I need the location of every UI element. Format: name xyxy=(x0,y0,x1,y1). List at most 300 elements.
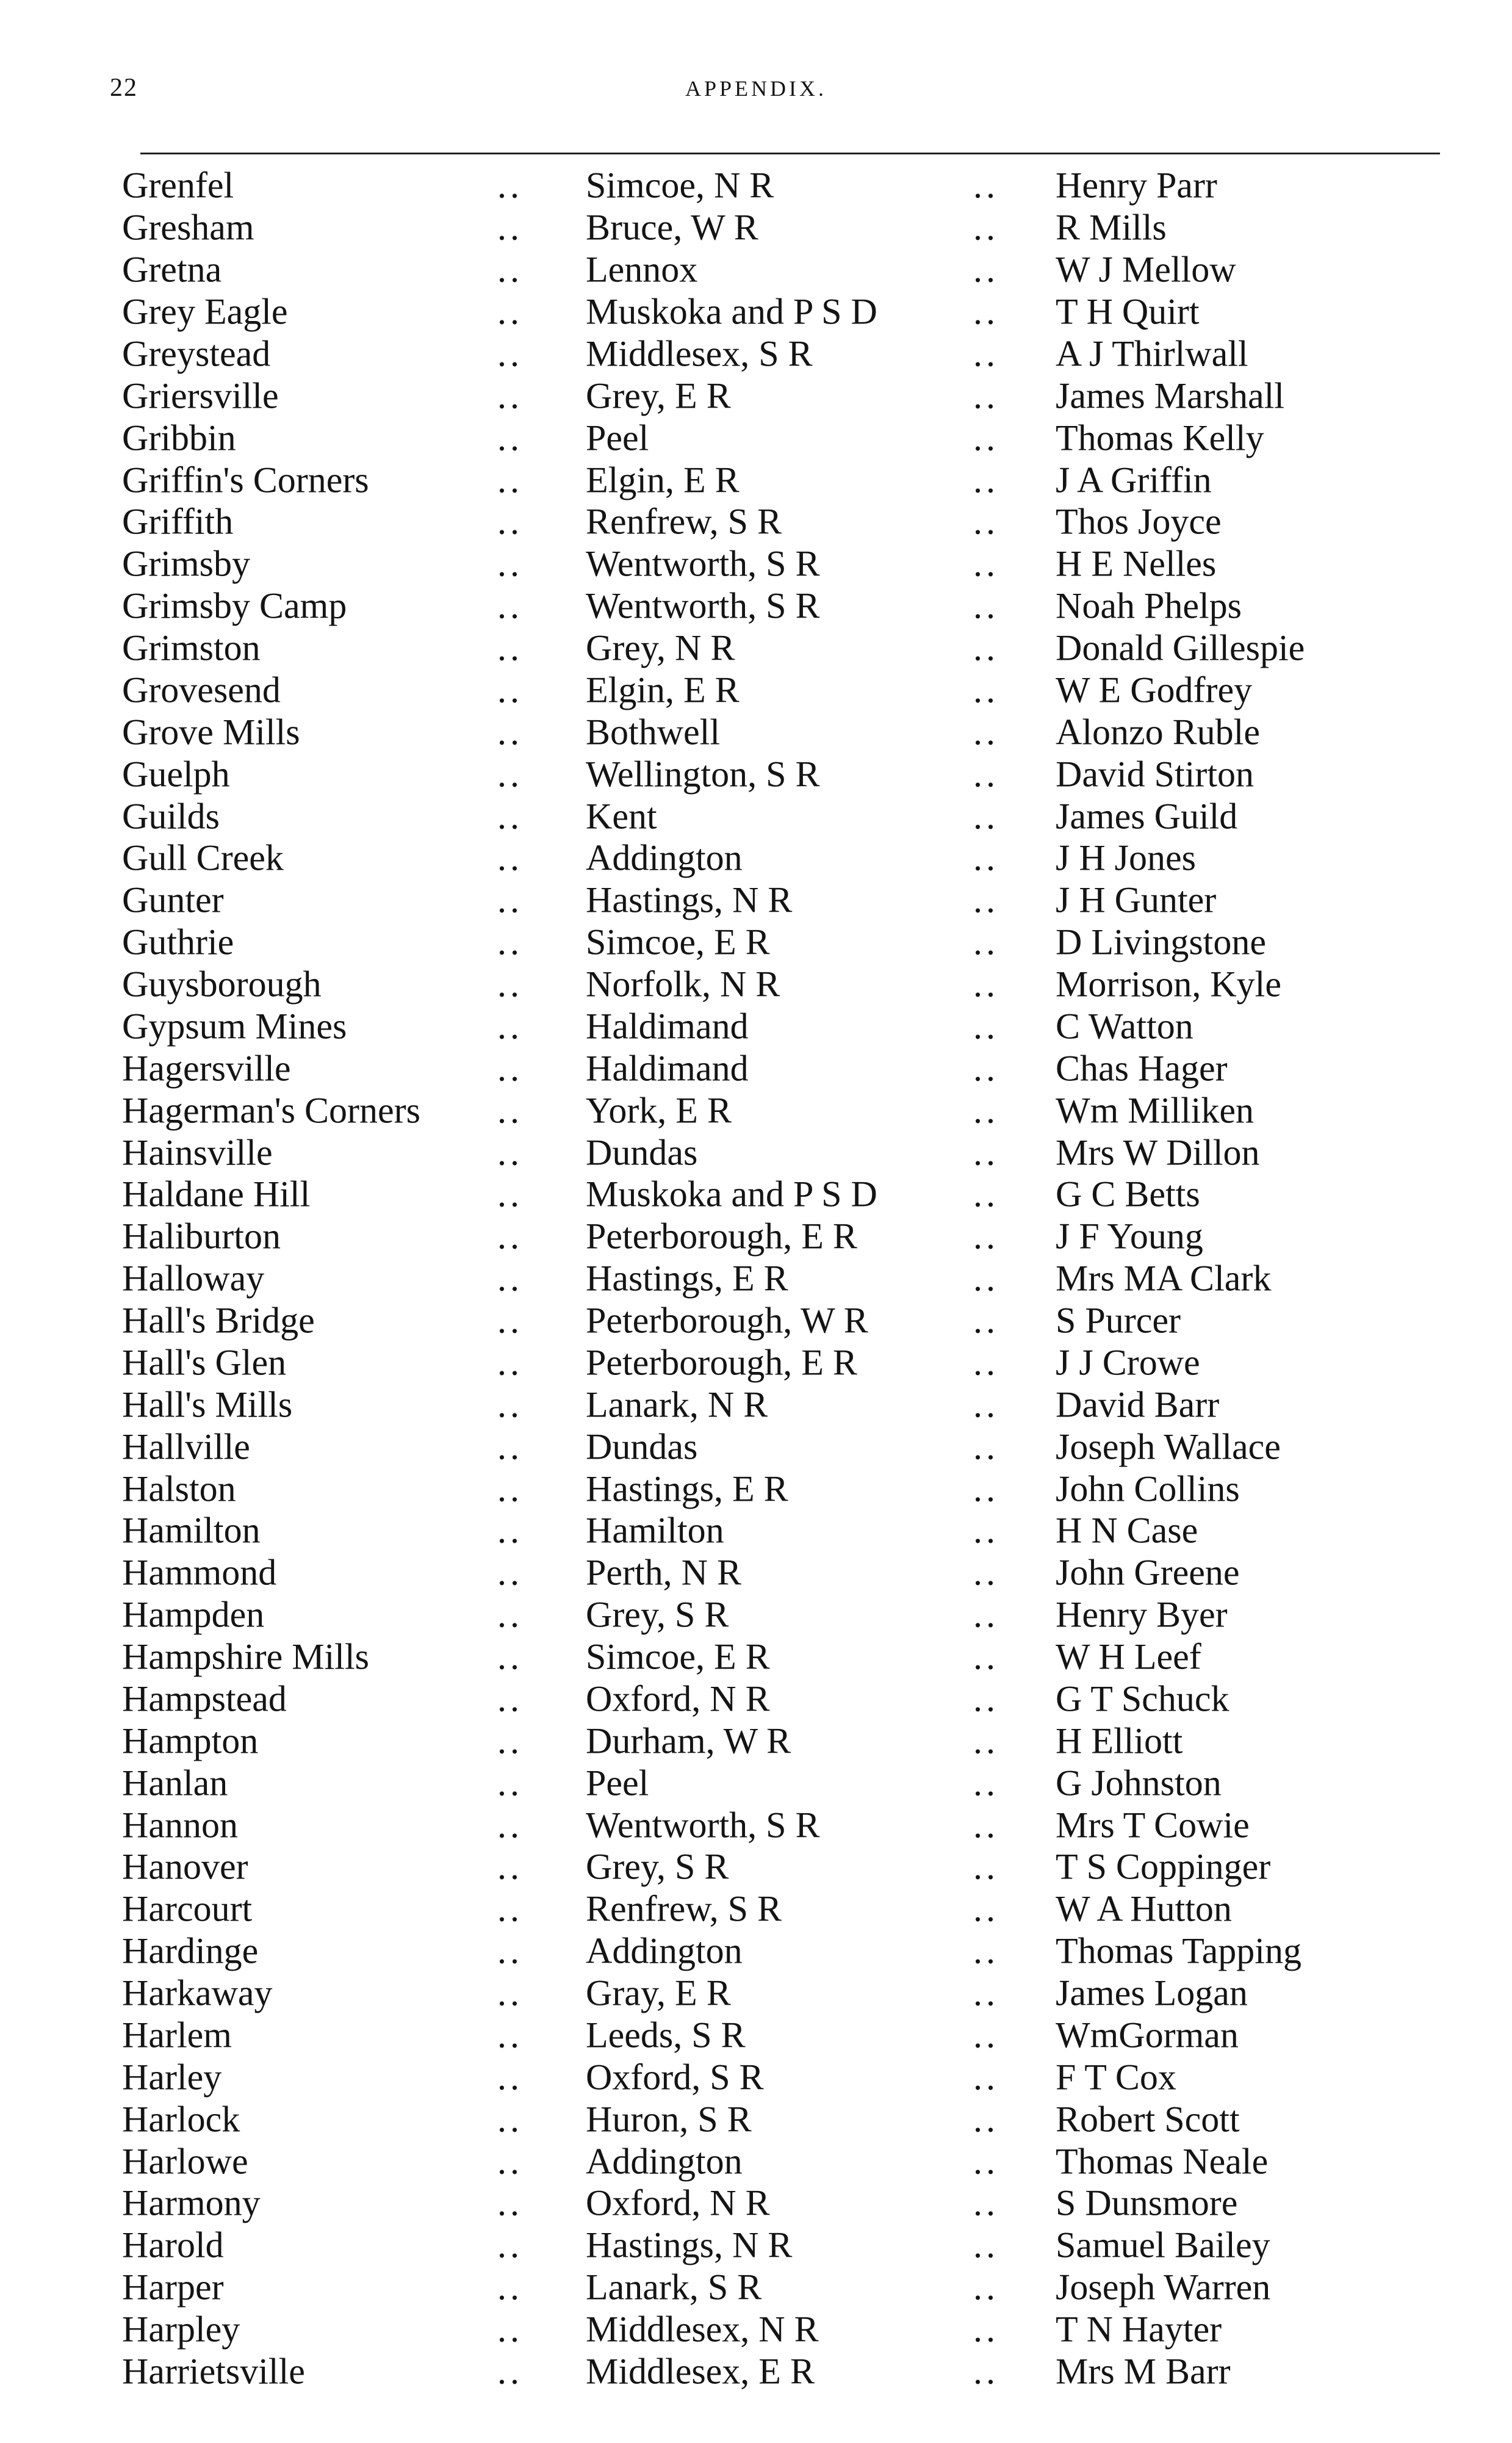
leader-dots: .. xyxy=(497,1972,523,2013)
postmaster-name: W J Mellow xyxy=(1056,249,1236,290)
leader-dots: .. xyxy=(973,1342,999,1383)
post-office-name: Harkaway xyxy=(122,1972,273,2013)
list-item xyxy=(0,837,1512,879)
leader-dots: .. xyxy=(497,460,523,500)
list-item xyxy=(0,1300,1512,1342)
leader-dots: .. xyxy=(973,1552,999,1593)
post-office-name: Griffith xyxy=(122,501,234,542)
postmaster-name: W A Hutton xyxy=(1056,1888,1232,1929)
post-office-name: Hampden xyxy=(122,1594,265,1635)
list-item xyxy=(0,2182,1512,2225)
post-office-name: Griffin's Corners xyxy=(122,460,369,500)
leader-dots: .. xyxy=(497,1384,523,1425)
post-office-name: Haldane Hill xyxy=(122,1174,311,1214)
county-riding: Lanark, S R xyxy=(586,2267,762,2308)
leader-dots: .. xyxy=(497,1594,523,1635)
leader-dots: .. xyxy=(973,460,999,500)
list-item xyxy=(0,1804,1512,1846)
leader-dots: .. xyxy=(497,1636,523,1677)
county-riding: Middlesex, E R xyxy=(586,2351,815,2392)
county-riding: Dundas xyxy=(586,1132,698,1173)
leader-dots: .. xyxy=(973,1300,999,1341)
list-item xyxy=(0,1089,1512,1131)
leader-dots: .. xyxy=(973,375,999,416)
list-item xyxy=(0,2056,1512,2098)
postmaster-name: Henry Byer xyxy=(1056,1594,1228,1635)
post-office-name: Guelph xyxy=(122,754,230,795)
leader-dots: .. xyxy=(973,1174,999,1214)
header-rule xyxy=(140,153,1440,154)
post-office-name: Hallville xyxy=(122,1426,250,1467)
postmaster-name: G Johnston xyxy=(1056,1763,1222,1803)
postmaster-name: Thomas Tapping xyxy=(1056,1930,1301,1971)
leader-dots: .. xyxy=(497,2182,523,2223)
leader-dots: .. xyxy=(497,249,523,290)
postmaster-name: Donald Gillespie xyxy=(1056,627,1305,668)
leader-dots: .. xyxy=(497,712,523,752)
list-item xyxy=(0,1174,1512,1216)
leader-dots: .. xyxy=(973,1930,999,1971)
leader-dots: .. xyxy=(497,1552,523,1593)
county-riding: Middlesex, N R xyxy=(586,2309,819,2350)
leader-dots: .. xyxy=(973,1132,999,1173)
post-office-name: Hannon xyxy=(122,1805,238,1846)
leader-dots: .. xyxy=(973,1258,999,1299)
leader-dots: .. xyxy=(497,1930,523,1971)
postmaster-name: D Livingstone xyxy=(1056,922,1266,962)
leader-dots: .. xyxy=(973,2309,999,2350)
postmaster-name: S Purcer xyxy=(1056,1300,1181,1341)
post-office-name: Haliburton xyxy=(122,1216,281,1257)
leader-dots: .. xyxy=(973,1384,999,1425)
leader-dots: .. xyxy=(973,1972,999,2013)
leader-dots: .. xyxy=(497,754,523,795)
postmaster-name: J H Gunter xyxy=(1056,879,1217,920)
page-number: 22 xyxy=(110,74,138,102)
leader-dots: .. xyxy=(497,207,523,248)
postmaster-name: H N Case xyxy=(1056,1510,1198,1551)
leader-dots: .. xyxy=(973,249,999,290)
leader-dots: .. xyxy=(973,627,999,668)
leader-dots: .. xyxy=(973,796,999,837)
list-item xyxy=(0,1846,1512,1888)
county-riding: Grey, S R xyxy=(586,1846,729,1887)
post-office-name: Harold xyxy=(122,2225,224,2265)
postmaster-name: James Guild xyxy=(1056,796,1238,837)
postmaster-name: G T Schuck xyxy=(1056,1678,1229,1719)
leader-dots: .. xyxy=(973,837,999,878)
leader-dots: .. xyxy=(973,333,999,374)
leader-dots: .. xyxy=(497,964,523,1005)
postmaster-name: James Logan xyxy=(1056,1972,1248,2013)
leader-dots: .. xyxy=(973,1594,999,1635)
county-riding: Peterborough, W R xyxy=(586,1300,868,1341)
leader-dots: .. xyxy=(497,2225,523,2265)
postmaster-name: W E Godfrey xyxy=(1056,669,1253,710)
post-office-name: Harcourt xyxy=(122,1888,253,1929)
leader-dots: .. xyxy=(497,1805,523,1846)
list-item xyxy=(0,417,1512,459)
leader-dots: .. xyxy=(497,2057,523,2098)
leader-dots: .. xyxy=(497,291,523,332)
postmaster-name: Wm Milliken xyxy=(1056,1090,1254,1131)
leader-dots: .. xyxy=(497,1300,523,1341)
leader-dots: .. xyxy=(497,2309,523,2350)
postmaster-name: G C Betts xyxy=(1056,1174,1200,1214)
leader-dots: .. xyxy=(497,2351,523,2392)
list-item xyxy=(0,1888,1512,1930)
leader-dots: .. xyxy=(497,375,523,416)
post-office-name: Grovesend xyxy=(122,669,281,710)
leader-dots: .. xyxy=(497,669,523,710)
list-item xyxy=(0,1762,1512,1804)
leader-dots: .. xyxy=(973,501,999,542)
list-item xyxy=(0,1426,1512,1468)
postmaster-name: Mrs T Cowie xyxy=(1056,1805,1250,1846)
leader-dots: .. xyxy=(497,796,523,837)
leader-dots: .. xyxy=(973,417,999,458)
postmaster-name: Thos Joyce xyxy=(1056,501,1222,542)
list-item xyxy=(0,1594,1512,1636)
list-item xyxy=(0,2267,1512,2309)
postmaster-name: Robert Scott xyxy=(1056,2099,1240,2140)
postmaster-name: T H Quirt xyxy=(1056,291,1200,332)
postmaster-name: Joseph Warren xyxy=(1056,2267,1271,2308)
post-office-name: Gull Creek xyxy=(122,837,284,878)
postmaster-name: J A Griffin xyxy=(1056,460,1212,500)
list-item xyxy=(0,2225,1512,2267)
post-office-name: Grove Mills xyxy=(122,712,300,752)
postmaster-name: F T Cox xyxy=(1056,2057,1176,2098)
post-office-name: Hagersville xyxy=(122,1048,291,1089)
post-office-name: Hardinge xyxy=(122,1930,259,1971)
county-riding: Peterborough, E R xyxy=(586,1342,857,1383)
postmaster-name: T N Hayter xyxy=(1056,2309,1222,2350)
postmaster-name: W H Leef xyxy=(1056,1636,1201,1677)
leader-dots: .. xyxy=(973,1846,999,1887)
county-riding: Wellington, S R xyxy=(586,754,820,795)
post-office-name: Guthrie xyxy=(122,922,234,962)
leader-dots: .. xyxy=(973,1090,999,1131)
leader-dots: .. xyxy=(497,417,523,458)
county-riding: Muskoka and P S D xyxy=(586,291,877,332)
county-riding: Addington xyxy=(586,837,743,878)
leader-dots: .. xyxy=(973,1888,999,1929)
leader-dots: .. xyxy=(973,585,999,626)
postmaster-name: R Mills xyxy=(1056,207,1167,248)
post-office-name: Grimston xyxy=(122,627,261,668)
list-item xyxy=(0,2140,1512,2182)
leader-dots: .. xyxy=(497,1468,523,1509)
postmaster-name: J H Jones xyxy=(1056,837,1197,878)
postmaster-name: Chas Hager xyxy=(1056,1048,1228,1089)
county-riding: Grey, S R xyxy=(586,1594,729,1635)
leader-dots: .. xyxy=(497,879,523,920)
county-riding: Simcoe, N R xyxy=(586,165,774,206)
list-item xyxy=(0,1636,1512,1678)
leader-dots: .. xyxy=(497,922,523,962)
post-office-name: Hammond xyxy=(122,1552,277,1593)
postmaster-name: David Barr xyxy=(1056,1384,1220,1425)
county-riding: Renfrew, S R xyxy=(586,1888,782,1929)
list-item xyxy=(0,879,1512,922)
leader-dots: .. xyxy=(497,543,523,584)
post-office-name: Hanlan xyxy=(122,1763,228,1803)
post-office-name: Hagerman's Corners xyxy=(122,1090,420,1131)
postmaster-name: James Marshall xyxy=(1056,375,1284,416)
county-riding: Wentworth, S R xyxy=(586,543,820,584)
county-riding: Kent xyxy=(586,796,657,837)
county-riding: Peel xyxy=(586,417,649,458)
postmaster-name: H E Nelles xyxy=(1056,543,1217,584)
county-riding: Bothwell xyxy=(586,712,720,752)
leader-dots: .. xyxy=(973,165,999,206)
leader-dots: .. xyxy=(973,1763,999,1803)
leader-dots: .. xyxy=(973,1426,999,1467)
postmaster-name: Mrs M Barr xyxy=(1056,2351,1231,2392)
list-item xyxy=(0,1720,1512,1762)
postmaster-name: Henry Parr xyxy=(1056,165,1217,206)
list-item xyxy=(0,249,1512,291)
postmaster-name: Samuel Bailey xyxy=(1056,2225,1270,2265)
county-riding: Addington xyxy=(586,2141,743,2182)
leader-dots: .. xyxy=(497,501,523,542)
leader-dots: .. xyxy=(497,1174,523,1214)
list-item xyxy=(0,2351,1512,2393)
leader-dots: .. xyxy=(497,1048,523,1089)
leader-dots: .. xyxy=(497,165,523,206)
list-item xyxy=(0,1006,1512,1048)
county-riding: Hastings, N R xyxy=(586,879,793,920)
list-item xyxy=(0,627,1512,669)
leader-dots: .. xyxy=(973,964,999,1005)
post-office-name: Gypsum Mines xyxy=(122,1006,347,1047)
list-item xyxy=(0,1468,1512,1510)
post-office-name: Grey Eagle xyxy=(122,291,288,332)
county-riding: Bruce, W R xyxy=(586,207,758,248)
post-office-name: Guilds xyxy=(122,796,220,837)
list-item xyxy=(0,375,1512,417)
postmaster-name: Mrs W Dillon xyxy=(1056,1132,1260,1173)
postmaster-name: WmGorman xyxy=(1056,2015,1239,2055)
leader-dots: .. xyxy=(973,2182,999,2223)
county-riding: Elgin, E R xyxy=(586,460,740,500)
leader-dots: .. xyxy=(973,669,999,710)
list-item xyxy=(0,1342,1512,1384)
county-riding: Peel xyxy=(586,1763,649,1803)
county-riding: Lanark, N R xyxy=(586,1384,768,1425)
list-item xyxy=(0,1510,1512,1552)
county-riding: Peterborough, E R xyxy=(586,1216,857,1257)
leader-dots: .. xyxy=(973,754,999,795)
leader-dots: .. xyxy=(973,543,999,584)
post-office-name: Hanover xyxy=(122,1846,248,1887)
county-riding: Wentworth, S R xyxy=(586,1805,820,1846)
post-office-name: Gunter xyxy=(122,879,224,920)
leader-dots: .. xyxy=(973,1216,999,1257)
county-riding: Leeds, S R xyxy=(586,2015,746,2055)
post-office-name: Harrietsville xyxy=(122,2351,305,2392)
post-office-name: Harlock xyxy=(122,2099,240,2140)
post-office-name: Halloway xyxy=(122,1258,265,1299)
list-item xyxy=(0,922,1512,964)
leader-dots: .. xyxy=(973,2141,999,2182)
post-office-name: Hall's Glen xyxy=(122,1342,287,1383)
list-item xyxy=(0,795,1512,837)
leader-dots: .. xyxy=(973,207,999,248)
leader-dots: .. xyxy=(497,2141,523,2182)
post-office-name: Hampshire Mills xyxy=(122,1636,369,1677)
leader-dots: .. xyxy=(497,1510,523,1551)
leader-dots: .. xyxy=(973,2015,999,2055)
leader-dots: .. xyxy=(973,712,999,752)
list-item xyxy=(0,1384,1512,1426)
list-item xyxy=(0,207,1512,249)
postmaster-name: S Dunsmore xyxy=(1056,2182,1238,2223)
post-office-name: Guysborough xyxy=(122,964,322,1005)
post-office-name: Griersville xyxy=(122,375,279,416)
leader-dots: .. xyxy=(973,1636,999,1677)
county-riding: Hamilton xyxy=(586,1510,724,1551)
county-riding: Grey, N R xyxy=(586,627,735,668)
post-office-name: Hainsville xyxy=(122,1132,273,1173)
postmaster-name: Joseph Wallace xyxy=(1056,1426,1281,1467)
leader-dots: .. xyxy=(497,1763,523,1803)
postmaster-name: John Collins xyxy=(1056,1468,1240,1509)
post-office-name: Gresham xyxy=(122,207,254,248)
county-riding: Oxford, N R xyxy=(586,2182,770,2223)
county-riding: Huron, S R xyxy=(586,2099,752,2140)
leader-dots: .. xyxy=(973,2057,999,2098)
postmaster-name: A J Thirlwall xyxy=(1056,333,1248,374)
list-item xyxy=(0,585,1512,627)
leader-dots: .. xyxy=(497,1678,523,1719)
list-item xyxy=(0,964,1512,1006)
post-office-name: Hampton xyxy=(122,1720,259,1761)
leader-dots: .. xyxy=(973,1720,999,1761)
leader-dots: .. xyxy=(497,585,523,626)
postmaster-name: Mrs MA Clark xyxy=(1056,1258,1272,1299)
county-riding: Haldimand xyxy=(586,1006,749,1047)
post-office-name: Harpley xyxy=(122,2309,240,2350)
postmaster-name: J J Crowe xyxy=(1056,1342,1200,1383)
list-item xyxy=(0,669,1512,712)
post-office-name: Gribbin xyxy=(122,417,236,458)
leader-dots: .. xyxy=(497,1426,523,1467)
postmaster-name: Thomas Kelly xyxy=(1056,417,1264,458)
leader-dots: .. xyxy=(973,2267,999,2308)
leader-dots: .. xyxy=(497,1258,523,1299)
post-office-name: Gretna xyxy=(122,249,222,290)
list-item xyxy=(0,1216,1512,1258)
leader-dots: .. xyxy=(497,1846,523,1887)
running-head: APPENDIX. xyxy=(685,76,827,101)
list-item xyxy=(0,753,1512,795)
county-riding: Durham, W R xyxy=(586,1720,791,1761)
county-riding: Muskoka and P S D xyxy=(586,1174,877,1214)
leader-dots: .. xyxy=(497,1342,523,1383)
list-item xyxy=(0,459,1512,501)
leader-dots: .. xyxy=(973,1468,999,1509)
county-riding: Addington xyxy=(586,1930,743,1971)
leader-dots: .. xyxy=(973,1006,999,1047)
county-riding: Lennox xyxy=(586,249,698,290)
post-office-list xyxy=(0,165,1512,2392)
leader-dots: .. xyxy=(973,1048,999,1089)
list-item xyxy=(0,1131,1512,1174)
leader-dots: .. xyxy=(497,2015,523,2055)
list-item xyxy=(0,711,1512,753)
county-riding: Wentworth, S R xyxy=(586,585,820,626)
postmaster-name: Morrison, Kyle xyxy=(1056,964,1281,1005)
leader-dots: .. xyxy=(497,1006,523,1047)
leader-dots: .. xyxy=(973,1805,999,1846)
county-riding: Simcoe, E R xyxy=(586,1636,770,1677)
county-riding: Oxford, S R xyxy=(586,2057,764,2098)
leader-dots: .. xyxy=(497,1216,523,1257)
leader-dots: .. xyxy=(497,333,523,374)
postmaster-name: J F Young xyxy=(1056,1216,1203,1257)
leader-dots: .. xyxy=(973,1510,999,1551)
postmaster-name: H Elliott xyxy=(1056,1720,1183,1761)
post-office-name: Harper xyxy=(122,2267,224,2308)
list-item xyxy=(0,291,1512,333)
post-office-name: Halston xyxy=(122,1468,236,1509)
post-office-name: Grimsby xyxy=(122,543,250,584)
list-item xyxy=(0,165,1512,207)
list-item xyxy=(0,501,1512,543)
county-riding: York, E R xyxy=(586,1090,732,1131)
list-item xyxy=(0,1552,1512,1594)
list-item xyxy=(0,333,1512,375)
list-item xyxy=(0,543,1512,585)
leader-dots: .. xyxy=(497,1888,523,1929)
county-riding: Simcoe, E R xyxy=(586,922,770,962)
post-office-name: Hamilton xyxy=(122,1510,261,1551)
postmaster-name: T S Coppinger xyxy=(1056,1846,1271,1887)
post-office-name: Grenfel xyxy=(122,165,234,206)
county-riding: Oxford, N R xyxy=(586,1678,770,1719)
list-item xyxy=(0,1258,1512,1300)
postmaster-name: Thomas Neale xyxy=(1056,2141,1269,2182)
postmaster-name: C Watton xyxy=(1056,1006,1193,1047)
postmaster-name: Alonzo Ruble xyxy=(1056,712,1260,752)
county-riding: Dundas xyxy=(586,1426,698,1467)
list-item xyxy=(0,2015,1512,2057)
county-riding: Renfrew, S R xyxy=(586,501,782,542)
county-riding: Hastings, N R xyxy=(586,2225,793,2265)
list-item xyxy=(0,1930,1512,1972)
leader-dots: .. xyxy=(973,2351,999,2392)
leader-dots: .. xyxy=(497,1090,523,1131)
post-office-name: Harlem xyxy=(122,2015,232,2055)
leader-dots: .. xyxy=(973,291,999,332)
county-riding: Grey, E R xyxy=(586,375,731,416)
county-riding: Norfolk, N R xyxy=(586,964,780,1005)
post-office-name: Harlowe xyxy=(122,2141,248,2182)
post-office-name: Hampstead xyxy=(122,1678,287,1719)
post-office-name: Hall's Bridge xyxy=(122,1300,315,1341)
list-item xyxy=(0,1047,1512,1089)
post-office-name: Harmony xyxy=(122,2182,261,2223)
county-riding: Middlesex, S R xyxy=(586,333,813,374)
list-item xyxy=(0,1678,1512,1720)
county-riding: Hastings, E R xyxy=(586,1468,788,1509)
post-office-name: Grimsby Camp xyxy=(122,585,347,626)
postmaster-name: David Stirton xyxy=(1056,754,1254,795)
county-riding: Perth, N R xyxy=(586,1552,741,1593)
leader-dots: .. xyxy=(497,627,523,668)
